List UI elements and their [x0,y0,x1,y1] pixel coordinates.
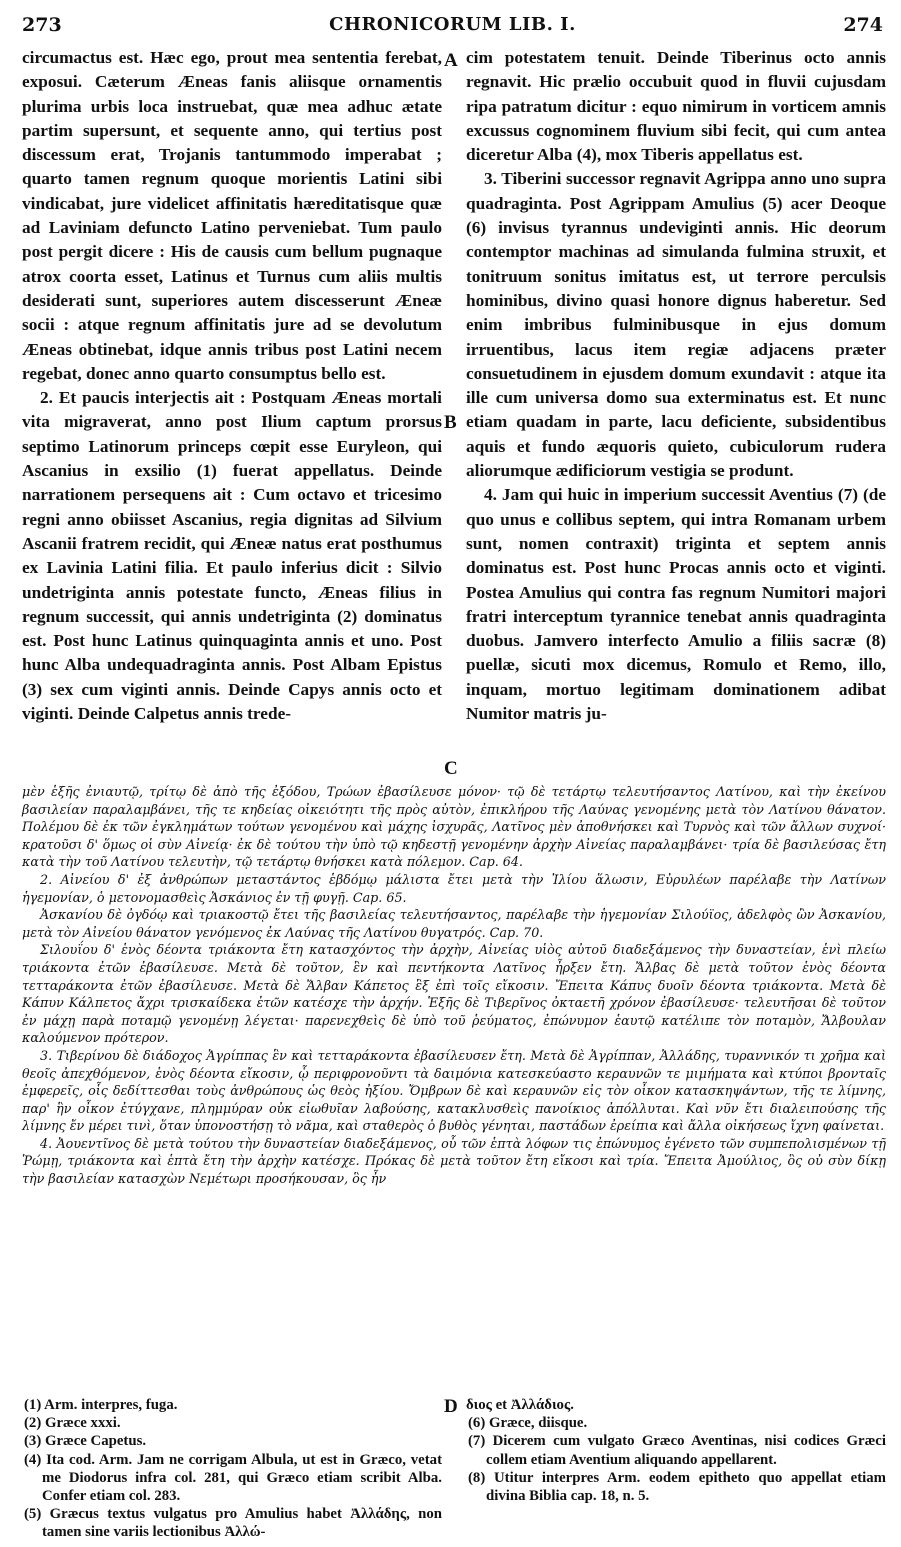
footnote: (1) Arm. interpres, fuga. [24,1397,178,1413]
footnotes-left [22,1396,442,1542]
latin-paragraph: 3. Tiberini successor regnavit Agrippa anno uno supra quadraginta. Post Agrippam Amulius (5) acer Deoque (6) invisus tyrannus undeviginti annis. Hic deorum contemptor machinas ad simulanda fulmina struxit, et tonitruum sonitus imitatus est, ut terrore perculsis hominibus, divino quasi honore dignus haberetur. Sed enim imbribus fulminibusque in ejus domum irruentibus, lacus item regiæ adjacens præter consuetudinem in ejusdem domum exundavit : atque ita ille cum universa domo sua exterminatus est. Et nunc etiam quadam in parte, lacu deficiente, subsidentibus aquis et fundo æquoris quieto, cubiculorum rudera aliorumque ædificiorum vestigia se produnt. [466,169,886,481]
footnote: (3) Græce Capetus. [24,1433,147,1450]
footnote: (2) Græce xxxi. [24,1415,121,1432]
running-header [22,14,883,40]
footnote: (8) Utitur interpres Arm. eodem epitheto quo appellat etiam divina Biblia cap. 18, n. 5. [468,1469,886,1505]
footnotes-right [466,1396,886,1505]
footnote: διος et Ἀλλάδιος. [466,1397,574,1413]
greek-paragraph: Ἀσκανίου δὲ ὀγδόῳ καὶ τριακοστῷ ἔτει τῆς βασιλείας τελευτήσαντος, παρέλαβε τὴν ἡγεμονίαν Σιλούϊος, ἀδελφὸς ὢν Ἀσκανίου, μετὰ τὸν Αἰνείου θάνατον γενόμενος ἐκ Λαύνας τῆς Λατίνου θυγατρός. Cap. 70. [22,907,886,940]
latin-paragraph: 4. Jam qui huic in imperium successit Aventius (7) (de quo unus e collibus septem, qui intra Romanam urbem sunt, nomen contraxit) triginta et septem annis dominatus est. Post hunc Procas annis octo et viginti. Postea Amulius qui contra fas regnum Numitori majori fratri interceptum tyrannice tenebat annis quadraginta duobus. Jamvero interfecto Amulio a filiis sacræ (8) puellæ, sicuti mox dicemus, Romulo et Remo, illo, inquam, mortuo legitimam dominationem adibat Numitor matris ju- [466,485,886,724]
latin-paragraph: circumactus est. Hæc ego, prout mea sententia ferebat, exposui. Cæterum Æneas fanis aliisque ornamentis plurima urbis loca instruebat, quæ mea adhuc ætate partim supersunt, et sequente anno, qui tertius post discessum erat, Trojanis tantummodo imperabat ; quarto tamen regnum quoque morientis Latini sibi vindicabat, jure videlicet affinitatis hæreditatisque quæ ad Laviniam defuncto Latino perveniebat. Tum paulo post pergit dicere : His de causis cum bellum pugnaque atrox coorta esset, Latinus et Turnus cum aliis multis desiderati sunt, superiores autem discesserunt Æneæ socii : atque regnum affinitatis jure ad se devolutum Æneas obtinebat, idque annis tribus post Latini necem regebat, donec anno quarto consumptus bello est. [22,48,442,383]
footnote: (6) Græce, diisque. [468,1415,588,1432]
page-number-left: 273 [22,14,62,36]
latin-column-left [22,46,442,726]
latin-paragraph: cim potestatem tenuit. Deinde Tiberinus octo annis regnavit. Hic prælio occubuit quod in fluvii cujusdam ripa patratum dicitur : equo nimirum in vorticem amnis excussus cognominem fluvium sibi fecit, qui cum antea diceretur Alba (4), mox Tiberis appellatus est. [466,48,886,165]
footnote: (5) Græcus textus vulgatus pro Amulius habet Ἀλλάδης, non tamen sine variis lectionibus Ἀλλώ- [24,1506,442,1541]
greek-paragraph: μὲν ἑξῆς ἐνιαυτῷ, τρίτῳ δὲ ἀπὸ τῆς ἐξόδου, Τρώων ἐβασίλευσε μόνον· τῷ δὲ τετάρτῳ τελευτήσαντος Λατίνου, καὶ τὴν ἐκείνου βασιλείαν παραλαμβάνει, τῆς τε κηδείας οἰκειότητι τῆς πρὸς αὐτὸν, ἐπικλήρου τῆς Λαύνας γενομένης μετὰ τὸν Λατίνου θάνατον. Πολέμου δὲ ἐκ τῶν ἐγκλημάτων τούτων γενομένου καὶ μάχης ἰσχυρᾶς, Λατῖνος μὲν ἀποθνήσκει καὶ Τυρνὸς καὶ τῶν ἄλλων συχνοί· κρατοῦσι δ' ὅμως οἱ σὺν Αἰνείᾳ· ἐκ δὲ τούτου τὴν ὑπὸ τῷ κηδεστῇ γενομένην ἀρχὴν Αἰνείας παραλαμβάνει· τρία δὲ βασιλεύσας ἔτη κατὰ τὴν τοῦ Λατίνου τελευτὴν, τῷ τετάρτῳ θνήσκει κατὰ πόλεμον. Cap. 64. [22,784,886,870]
column-marker-d: D [444,1396,458,1417]
latin-paragraph: 2. Et paucis interjectis ait : Postquam Æneas mortali vita migraverat, anno post Ilium captum prorsus septimo Latinorum princeps cœpit esse Euryleon, qui Ascanius in exsilio (1) fuerat appellatus. Deinde narrationem persequens ait : Cum octavo et tricesimo regni anno obiisset Ascanius, regia dignitas ad Silvium Ascanii fratrem recidit, qui Æneæ natus erat posthumus ex Lavinia Latini filia. Et paulo inferius dicit : Silvio undetriginta annis potestate functo, Æneas filius in regnum successit, qui annis undetriginta (2) dominatus est. Post hunc Latinus quinquaginta annis et uno. Post hunc Alba undequadraginta annis. Post Albam Epistus (3) sex cum viginti annis. Deinde Capys annis octo et viginti. Deinde Calpetus annis trede- [22,388,442,724]
greek-paragraph: 2. Αἰνείου δ' ἐξ ἀνθρώπων μεταστάντος ἑβδόμῳ μάλιστα ἔτει μετὰ τὴν Ἰλίου ἅλωσιν, Εὐρυλέων παρέλαβε τὴν Λατίνων ἡγεμονίαν, ὁ μετονομασθεὶς Ἀσκάνιος ἐν τῇ φυγῇ. Cap. 65. [22,871,886,905]
greek-paragraph: 4. Ἀουεντῖνος δὲ μετὰ τούτου τὴν δυναστείαν διαδεξάμενος, οὗ τῶν ἑπτὰ λόφων τις ἐπώνυμος ἐγένετο τῶν συμπεπολισμένων τῇ Ῥώμῃ, τριάκοντα καὶ ἑπτὰ ἔτη τὴν ἀρχὴν κατέσχε. Πρόκας δὲ μετὰ τοῦτον ἔτη εἴκοσι καὶ τρία. Ἔπειτα Ἀμούλιος, ὃς οὐ σὺν δίκῃ τὴν βασιλείαν κατασχὼν Νεμέτωρι προσήκουσαν, ὃς ἦν [22,1135,886,1187]
column-marker-a: A [444,50,458,71]
greek-paragraph: Σιλουΐου δ' ἑνὸς δέοντα τριάκοντα ἔτη κατασχόντος τὴν ἀρχὴν, Αἰνείας υἱὸς αὐτοῦ διαδεξάμενος τὴν δυναστείαν, ἑνὶ πλείω τριάκοντα ἐτῶν ἐβασίλευσε. Μετὰ δὲ τοῦτον, ἓν καὶ πεντήκοντα Λατῖνος ἦρξεν ἔτη. Ἄλβας δὲ μετὰ τοῦτον ἑνὸς δέοντα τετταράκοντα ἐτῶν ἐβασίλευσε. Μετὰ δὲ Ἄλβαν Κάπετος ἓξ ἐπὶ τοῖς εἴκοσιν. Ἔπειτα Κάπυς δυοῖν δέοντα τριάκοντα. Μετὰ δὲ Κάπυν Κάλπετος ἄχρι τρισκαίδεκα ἐτῶν κατέσχε τὴν ἀρχήν. Ἑξῆς δὲ Τιβερῖνος ὀκταετῆ χρόνον ἐβασίλευσε· τελευτῆσαι δὲ τοῦτον ἐν μάχῃ παρὰ ποταμῷ γενομένῃ λέγεται· παρενεχθεὶς δὲ ὑπὸ τοῦ ῥεύματος, ἐπώνυμον ἑαυτῷ κατέλιπε τὸν ποταμὸν, Ἄλβουλαν καλούμενον πρότερον. [22,942,886,1046]
latin-column-right [466,46,886,726]
running-title: CHRONICORUM LIB. I. [329,14,576,35]
column-marker-b: B [444,412,457,433]
page-number-right: 274 [843,14,883,36]
column-marker-c: C [444,758,458,779]
greek-text-block [22,783,886,1188]
greek-paragraph: 3. Τιβερίνου δὲ διάδοχος Ἀγρίππας ἓν καὶ τετταράκοντα ἐβασίλευσεν ἔτη. Μετὰ δὲ Ἀγρίππαν, Ἀλλάδης, τυραννικόν τι χρῆμα καὶ θεοῖς ἀπεχθόμενον, ἑνὸς δέοντα εἴκοσιν, ᾧ περιφρονοῦντι τὰ δαιμόνια κατεσκεύαστο κεραυνῶν τε μιμήματα καὶ κτύποι βρονταῖς ἐμφερεῖς, οἷς δεδίττεσθαι τοὺς ἀνθρώπους ὡς θεὸς ἠξίου. Ὄμβρων δὲ καὶ κεραυνῶν εἰς τὸν οἶκον κατασκηψάντων, τῆς τε λίμνης, παρ' ἣν οἶκον ἐτύγχανε, πλημμύραν οὐκ εἰωθυῖαν λαβούσης, κατακλυσθεὶς πανοίκιος ἀπόλλυται. Καὶ νῦν ἔτι διαλειπούσης τῆς λίμνης ἔν μέρει τινὶ, ὅταν ὑπονοστήσῃ τὸ νᾶμα, καὶ σταθερὸς ὁ βυθὸς γένηται, παστάδων ἐρείπια καὶ ἄλλα οἰκήσεως ἴχνη φαίνεται. [22,1047,886,1134]
footnote: (7) Dicerem cum vulgato Græco Aventinas, nisi codices Græci collem etiam Aventium aliquando appellarent. [468,1433,886,1468]
footnote: (4) Ita cod. Arm. Jam ne corrigam Albula, ut est in Græco, vetat me Diodorus infra col. 281, qui Græco etiam scribit Alba. Confer etiam col. 283. [24,1451,442,1505]
